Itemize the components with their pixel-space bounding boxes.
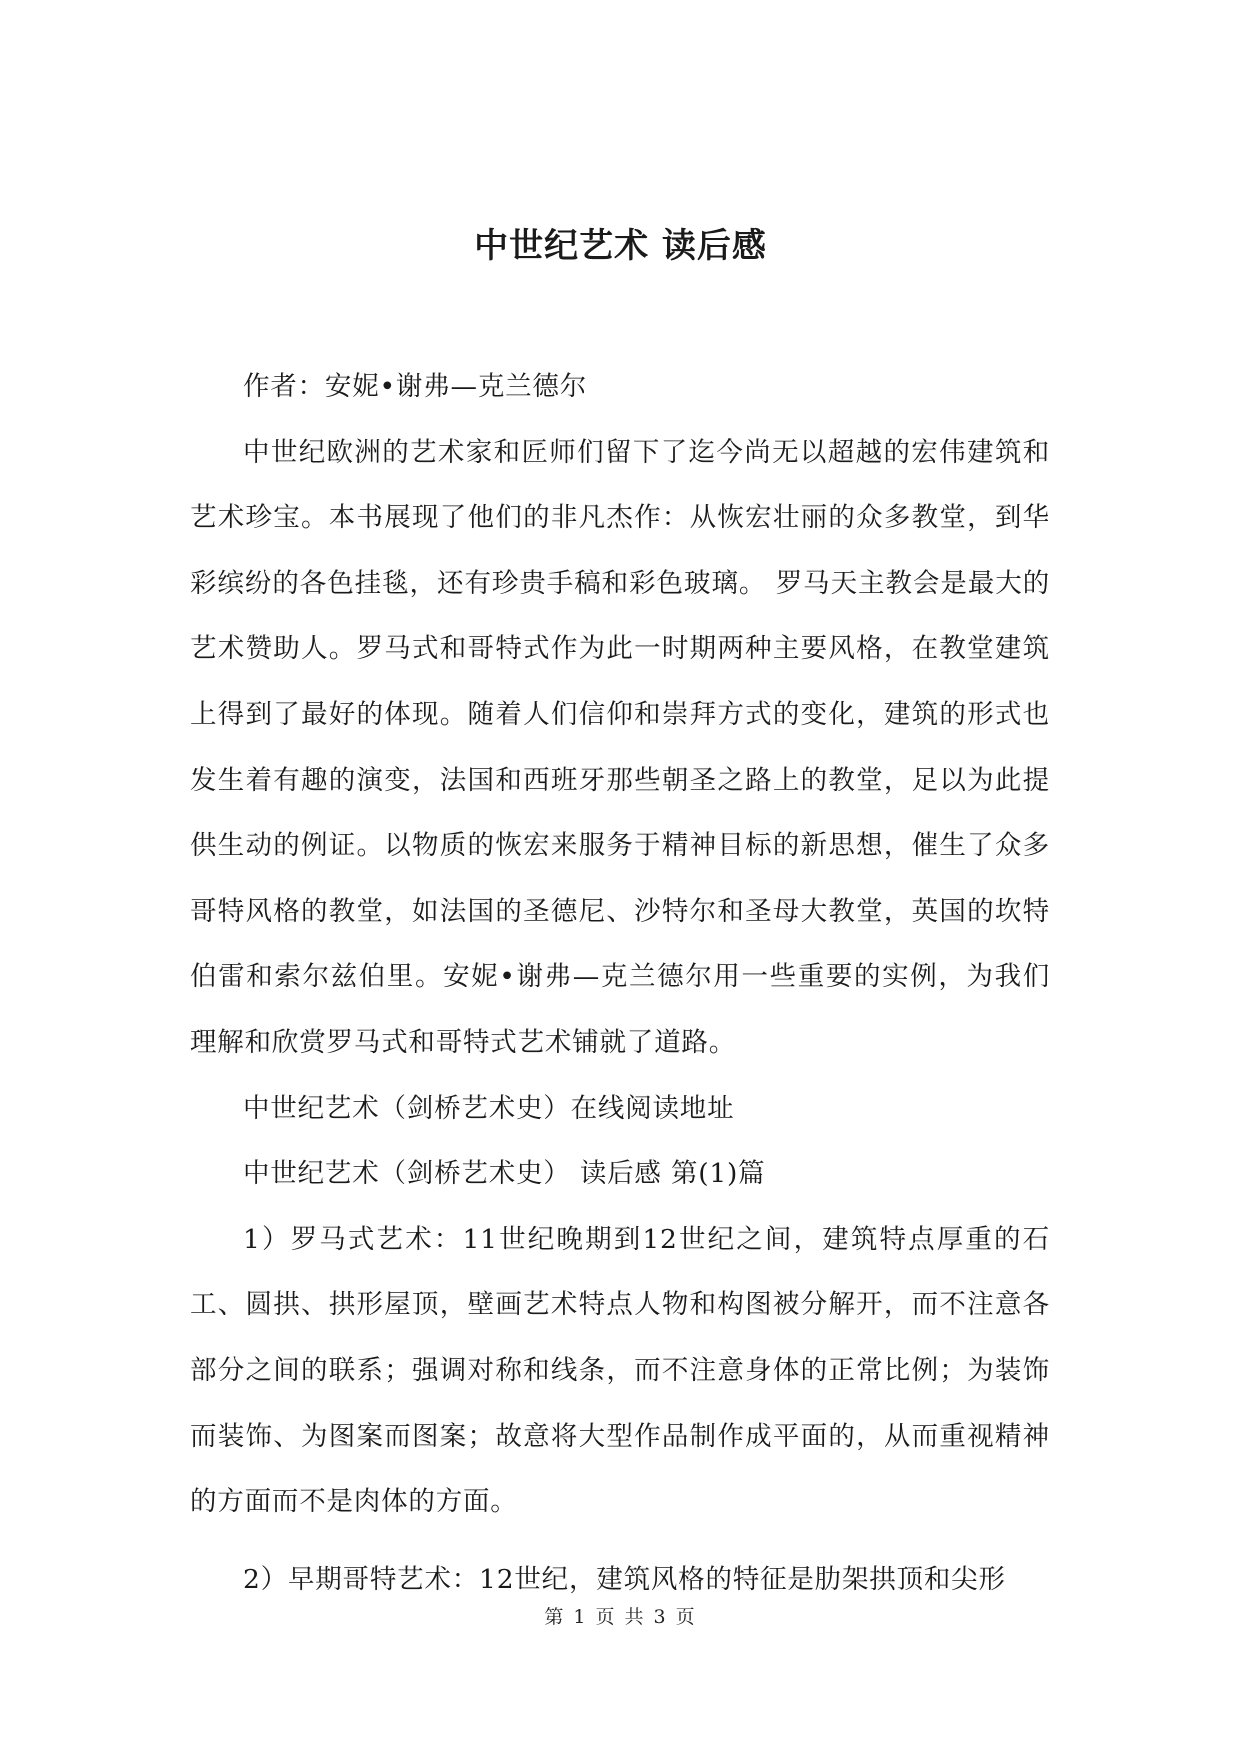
paragraph: 中世纪艺术（剑桥艺术史）在线阅读地址 <box>243 1092 735 1124</box>
page-title: 中世纪艺术 读后感 <box>474 226 767 266</box>
paragraph: 2）早期哥特艺术：12世纪，建筑风格的特征是肋架拱顶和尖形 <box>243 1563 1006 1595</box>
paragraph: 中世纪欧洲的艺术家和匠师们留下了迄今尚无以超越的宏伟建筑和艺术珍宝。本书展现了他们的非凡杰作：从恢宏壮丽的众多教堂，到华彩缤纷的各色挂毯，还有珍贵手稿和彩色玻璃。 罗马天主教会是最大的艺术赞助人。罗马式和哥特式作为此一时期两种主要风格，在教堂建筑上得到了最好的体现。随着人们信仰和崇拜方式的变化，建筑的形式也发生着有趣的演变，法国和西班牙那些朝圣之路上的教堂，足以为此提供生动的例证。以物质的恢宏来服务于精神目标的新思想，催生了众多哥特风格的教堂，如法国的圣德尼、沙特尔和圣母大教堂，英国的坎特伯雷和索尔兹伯里。安妮•谢弗—克兰德尔用一些重要的实例，为我们理解和欣赏罗马式和哥特式艺术铺就了道路。 <box>190 436 1050 1058</box>
page-footer: 第 1 页 共 3 页 <box>544 1606 697 1628</box>
paragraph: 中世纪艺术（剑桥艺术史） 读后感 第(1)篇 <box>243 1158 766 1190</box>
author-line: 作者：安妮•谢弗—克兰德尔 <box>243 371 588 402</box>
document-body <box>190 354 1050 1612</box>
paragraph: 1）罗马式艺术：11世纪晚期到12世纪之间，建筑特点厚重的石工、圆拱、拱形屋顶，壁画艺术特点人物和构图被分解开，而不注意各部分之间的联系；强调对称和线条，而不注意身体的正常比例；为装饰而装饰、为图案而图案；故意将大型作品制作成平面的，从而重视精神的方面而不是肉体的方面。 <box>190 1223 1050 1518</box>
